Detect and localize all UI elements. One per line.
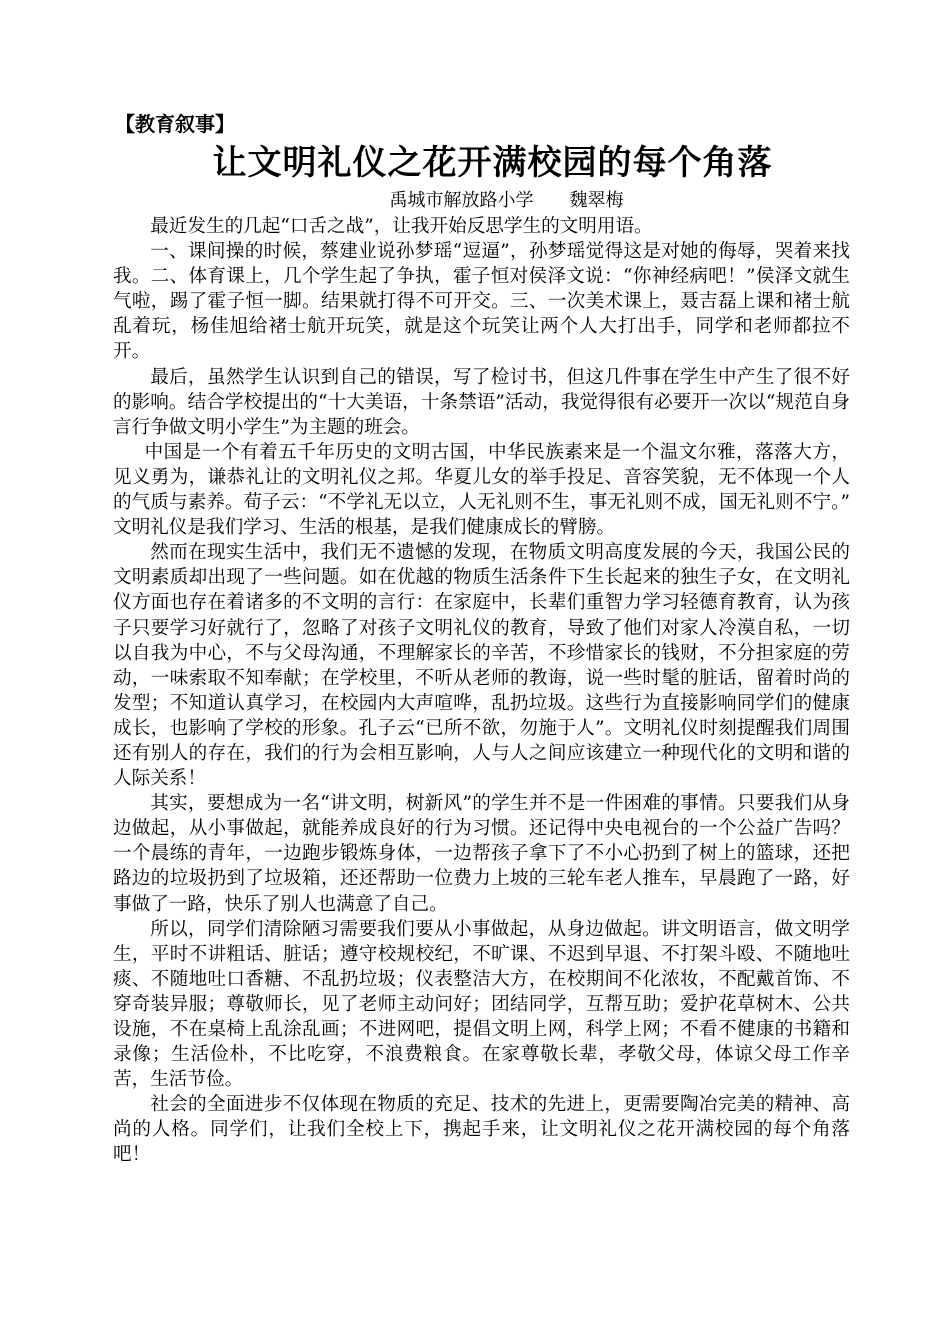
paragraph: 中国是一个有着五千年历史的文明古国，中华民族素来是一个温文尔雅，落落大方，见义勇为，谦恭礼让的文明礼仪之邦。华夏儿女的举手投足、音容笑貌，无不体现一个人的气质与素养。荀子云：“不学礼无以立，人无礼则不生，事无礼则不成，国无礼则不宁。” 文明礼仪是我们学习、生活的根基，是我们健康成长的臂膀。 (113, 441, 869, 539)
paragraph: 其实，要想成为一名“讲文明，树新风”的学生并不是一件困难的事情。只要我们从身边做起，从小事做起，就能养成良好的行为习惯。还记得中央电视台的一个公益广告吗？一个晨练的青年，一边跑步锻炼身体，一边帮孩子拿下了不小心扔到了树上的篮球，还把路边的垃圾扔到了垃圾箱，还还帮助一位费力上坡的三轮车老人推车，早晨跑了一路，好事做了一路，快乐了别人也满意了自己。 (113, 793, 850, 915)
paragraph: 然而在现实生活中，我们无不遗憾的发现，在物质文明高度发展的今天，我国公民的文明素质却出现了一些问题。如在优越的物质生活条件下生长起来的独生子女，在文明礼仪方面也存在着诸多的不文明的言行：在家庭中，长辈们重智力学习轻德育教育，认为孩子只要学习好就行了，忽略了对孩子文明礼仪的教育，导致了他们对家人冷漠自私，一切以自我为中心，不与父母沟通，不理解家长的辛苦，不珍惜家长的钱财，不分担家庭的劳动，一味索取不知奉献；在学校里，不听从老师的教诲，说一些时髦的脏话，留着时尚的发型；不知道认真学习，在校园内大声喧哗，乱扔垃圾。这些行为直接影响同学们的健康成长，也影响了学校的形象。孔子云“已所不欲，勿施于人”。文明礼仪时刻提醒我们周围还有别人的存在，我们的行为会相互影响，人与人之间应该建立一种现代化的文明和谐的人际关系！ (113, 542, 850, 790)
article-category: 【教育叙事】 (115, 112, 235, 136)
byline (163, 188, 850, 214)
paragraph: 所以，同学们清除陋习需要我们要从小事做起，从身边做起。讲文明语言，做文明学生，平时不讲粗话、脏话；遵守校规校纪，不旷课、不迟到早退、不打架斗殴、不随地吐痰、不随地吐口香糖、不乱扔垃圾；仪表整洁大方，在校期间不化浓妆，不配戴首饰、不穿奇装异服；尊敬师长，见了老师主动问好；团结同学，互帮互助；爱护花草树木、公共设施，不在桌椅上乱涂乱画；不进网吧，提倡文明上网，科学上网；不看不健康的书籍和录像；生活俭朴，不比吃穿，不浪费粮食。在家尊敬长辈，孝敬父母，体谅父母工作辛苦，生活节俭。 (113, 918, 850, 1091)
paragraph: 一、课间操的时候，蔡建业说孙梦瑶“逗逼”，孙梦瑶觉得这是对她的侮辱，哭着来找我。二、体育课上，几个学生起了争执，霍子恒对侯泽文说：“你神经病吧！”侯泽文就生气啦，踢了霍子恒一脚。结果就打得不可开交。三、一次美术课上，聂吉磊上课和褚士航乱着玩，杨佳旭给褚士航开玩笑，就是这个玩笑让两个人大打出手，同学和老师都拉不开。 (113, 241, 850, 363)
paragraph: 最后，虽然学生认识到自己的错误，写了检讨书，但这几件事在学生中产生了很不好的影响。结合学校提出的“十大美语，十条禁语”活动，我觉得很有必要开一次以“规范自身言行争做文明小学生”为主题的班会。 (113, 366, 850, 438)
paragraph: 最近发生的几起“口舌之战”，让我开始反思学生的文明用语。 (150, 216, 653, 237)
article-title: 让文明礼仪之花开满校园的每个角落 (212, 143, 773, 183)
paragraph: 社会的全面进步不仅体现在物质的充足、技术的先进上，更需要陶冶完美的精神、高尚的人格。同学们，让我们全校上下，携起手来，让文明礼仪之花开满校园的每个角落吧！ (113, 1094, 850, 1166)
school-name: 禹城市解放路小学 (389, 190, 534, 211)
author-name: 魏翠梅 (569, 190, 624, 211)
document-page (113, 110, 869, 1168)
article-body (113, 214, 869, 1168)
